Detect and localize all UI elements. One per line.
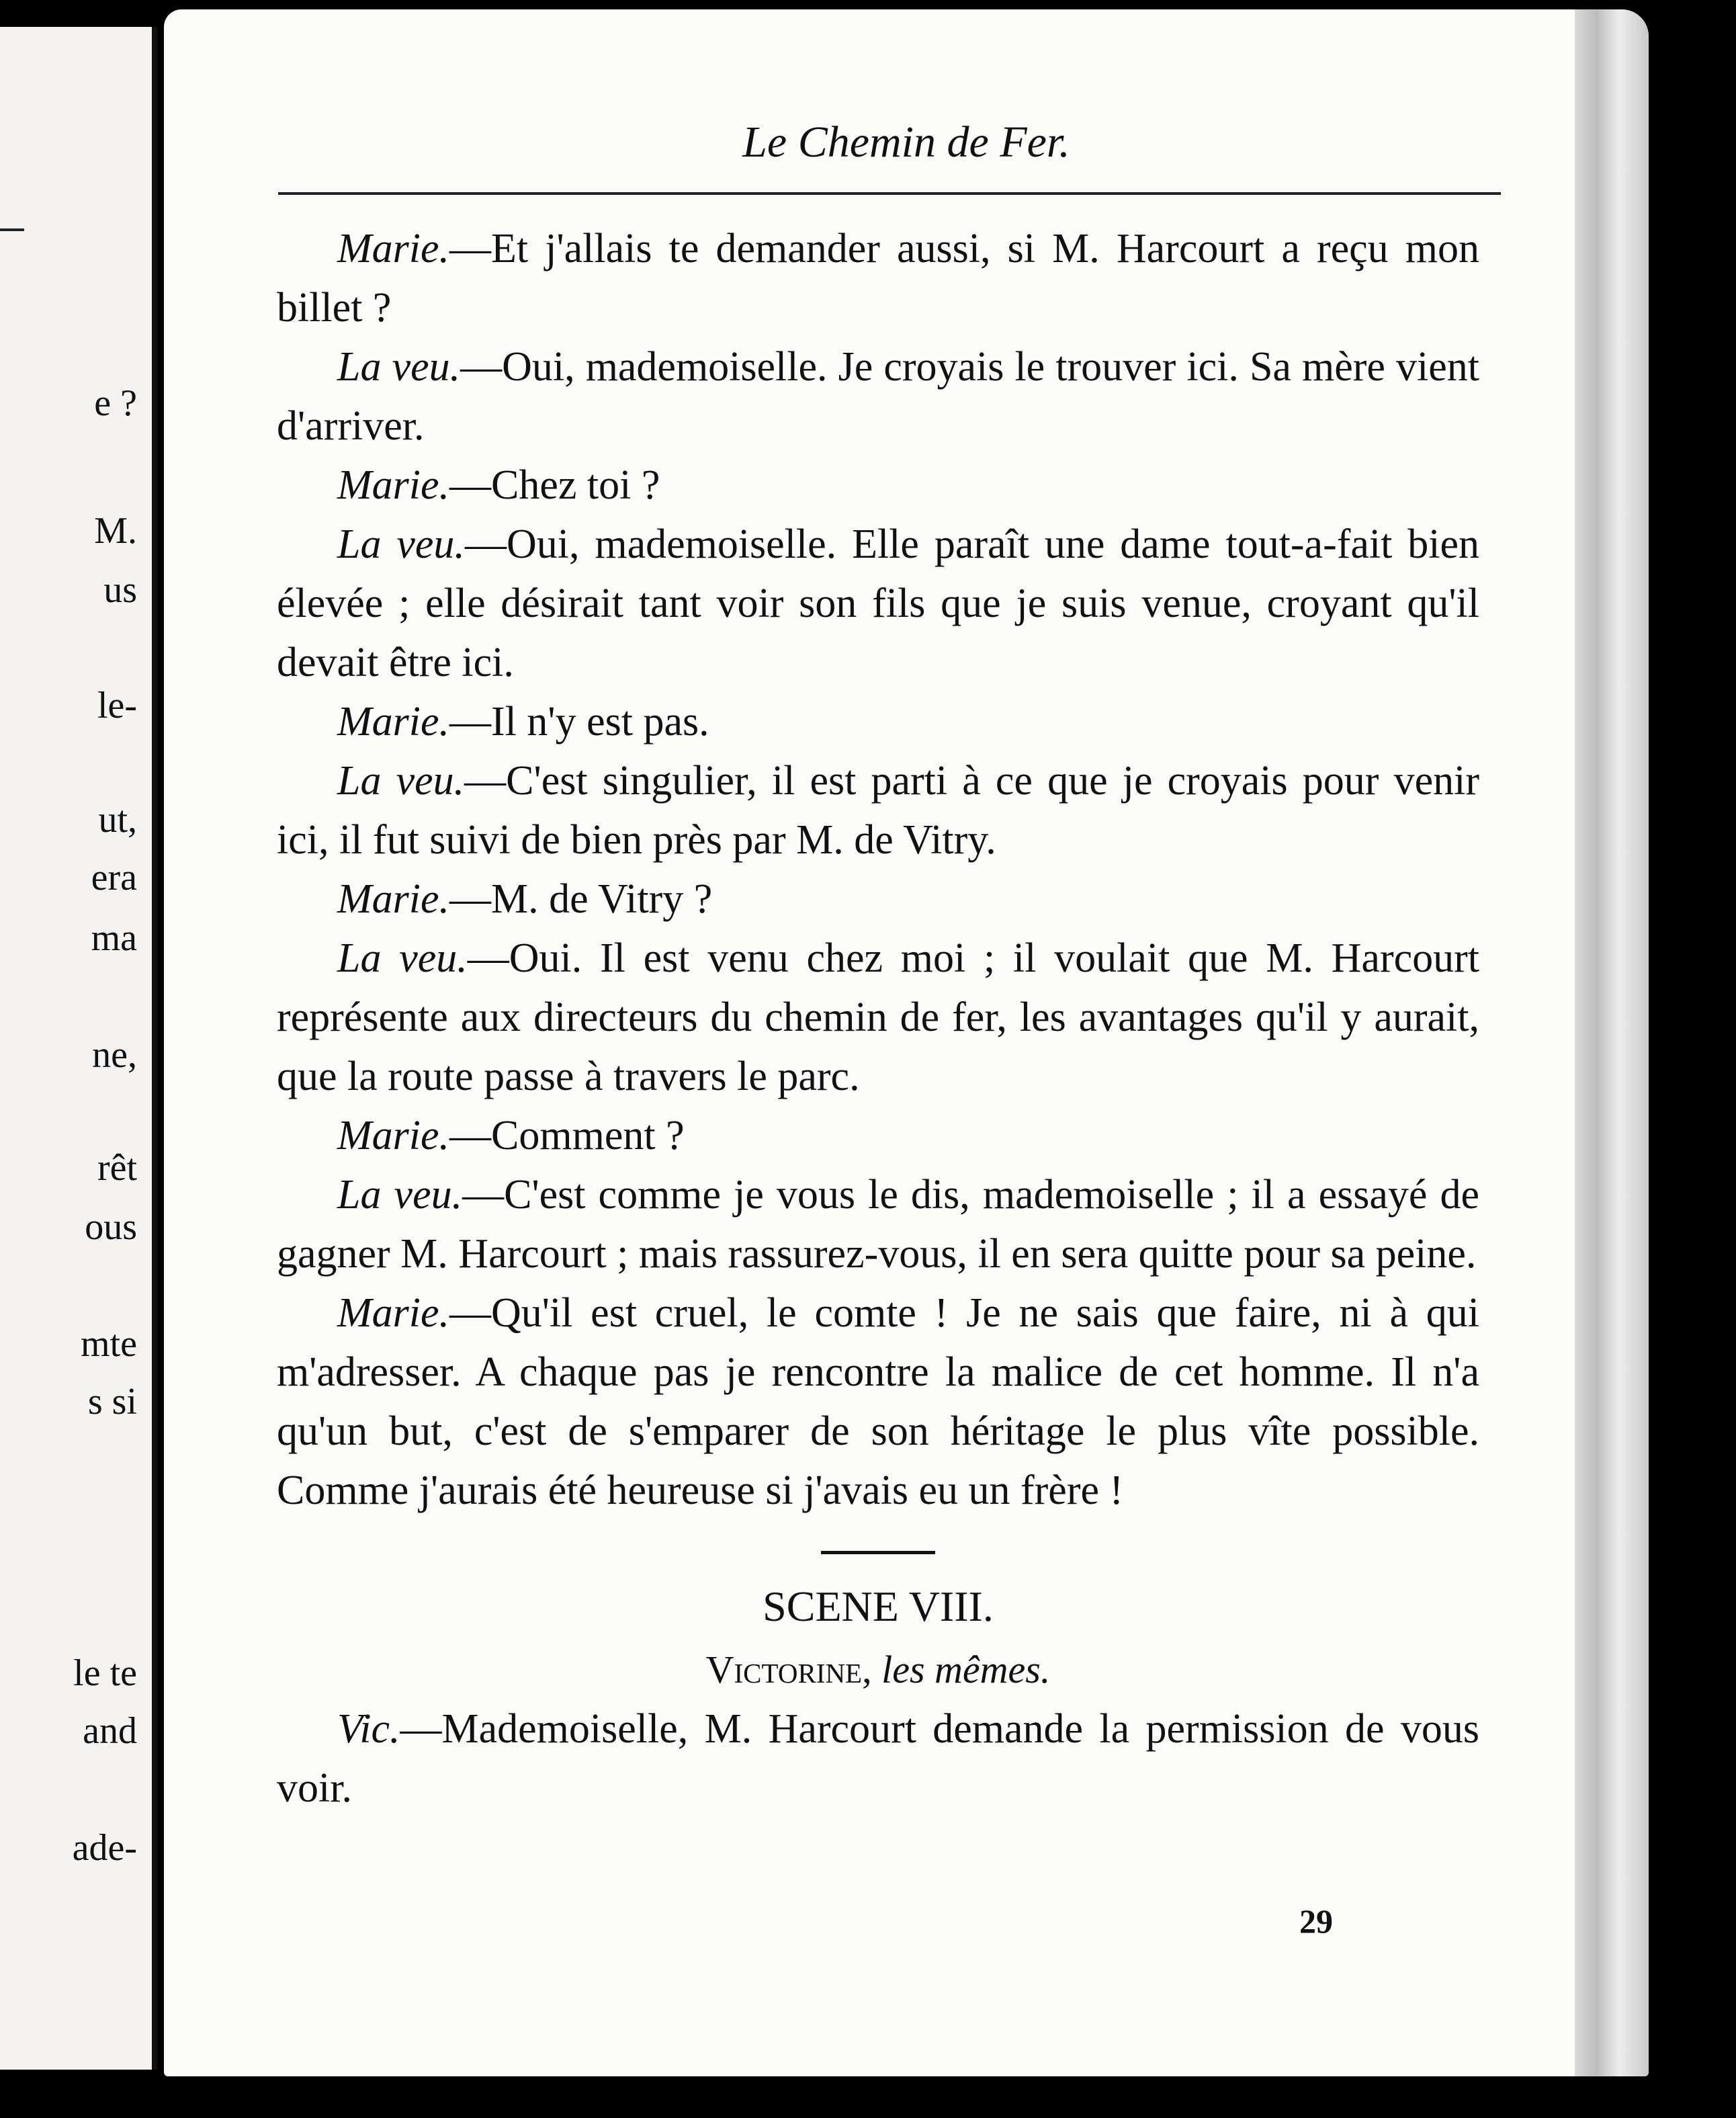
facing-fragment: ade- xyxy=(72,1827,137,1869)
facing-fragment: and xyxy=(83,1710,137,1752)
dialogue-text: —Chez toi ? xyxy=(449,462,660,508)
facing-fragment: s si xyxy=(87,1381,137,1423)
speaker-name: Vic. xyxy=(337,1706,400,1752)
dialogue-text: —C'est comme je vous le dis, mademoiselle ; il a essayé de gagner M. Harcourt ; mais rassurez-vous, il en sera quitte pour sa peine. xyxy=(277,1172,1479,1277)
facing-fragment: M. xyxy=(94,510,137,552)
speaker-name: Marie. xyxy=(337,699,450,745)
speaker-name: Marie. xyxy=(337,876,450,922)
dialogue-text: —Comment ? xyxy=(449,1113,685,1158)
speaker-name: Marie. xyxy=(337,1113,450,1158)
facing-fragment: ne, xyxy=(92,1034,137,1076)
speaker-name: La veu. xyxy=(337,1172,463,1218)
dialogue-paragraph xyxy=(277,1165,1479,1283)
speaker-name: Marie. xyxy=(337,462,450,508)
scene-others: les mêmes. xyxy=(881,1648,1051,1691)
facing-fragment: le te xyxy=(73,1652,137,1694)
facing-page-rule xyxy=(0,228,24,231)
dialogue-text: —M. de Vitry ? xyxy=(449,876,713,922)
dialogue-text: —Oui. Il est venu chez moi ; il voulait que M. Harcourt représente aux directeurs du chemin de fer, les avantages qu'il y aurait, que la route passe à travers le parc. xyxy=(277,935,1479,1099)
dialogue-paragraph xyxy=(277,219,1479,337)
dialogue-text: —Oui, mademoiselle. Elle paraît une dame tout-a-fait bien élevée ; elle désirait tant voir son fils que je suis venue, croyant qu'il devait être ici. xyxy=(277,521,1479,685)
speaker-name: Marie. xyxy=(337,226,450,271)
header-rule xyxy=(278,192,1501,195)
facing-fragment: us xyxy=(103,569,137,611)
dialogue-paragraph xyxy=(277,1106,1479,1165)
speaker-name: Marie. xyxy=(337,1290,450,1336)
facing-page xyxy=(0,27,157,2070)
section-divider xyxy=(821,1551,935,1554)
dialogue-paragraph xyxy=(277,929,1479,1106)
facing-fragment: le- xyxy=(97,685,137,726)
dialogue-text: —C'est singulier, il est parti à ce que je croyais pour venir ici, il fut suivi de bien près par M. de Vitry. xyxy=(277,758,1479,863)
dialogue-paragraph xyxy=(277,1283,1479,1520)
scene-characters xyxy=(277,1640,1479,1699)
dialogue-text: —Il n'y est pas. xyxy=(449,699,709,745)
dialogue-paragraph xyxy=(277,692,1479,751)
scene-title: SCENE VIII. xyxy=(763,1582,994,1630)
dialogue-paragraph xyxy=(277,456,1479,515)
scene-character: Victorine, xyxy=(705,1648,872,1691)
facing-fragment: ut, xyxy=(98,799,137,841)
dialogue-text: —Et j'allais te demander aussi, si M. Harcourt a reçu mon billet ? xyxy=(277,226,1479,331)
book-page xyxy=(164,9,1649,2076)
dialogue-text: —Oui, mademoiselle. Je croyais le trouver ici. Sa mère vient d'arriver. xyxy=(277,344,1479,449)
dialogue-paragraph xyxy=(277,751,1479,870)
dialogue-paragraph xyxy=(277,1699,1479,1818)
dialogue-text: —Mademoiselle, M. Harcourt demande la permission de vous voir. xyxy=(277,1706,1479,1811)
page-number: 29 xyxy=(1299,1902,1333,1940)
facing-fragment: era xyxy=(91,857,137,898)
facing-fragment: mte xyxy=(81,1323,137,1365)
speaker-name: La veu. xyxy=(337,758,465,804)
page-edge xyxy=(1575,9,1649,2076)
dialogue-paragraph xyxy=(277,870,1479,929)
speaker-name: La veu. xyxy=(337,344,461,390)
speaker-name: La veu. xyxy=(337,935,468,981)
dialogue-paragraph xyxy=(277,515,1479,692)
dialogue-text: —Qu'il est cruel, le comte ! Je ne sais que faire, ni à qui m'adresser. A chaque pas je rencontre la malice de cet homme. Il n'a qu'un but, c'est de s'emparer de son héritage le plus vîte possible. Comme j'aurais été heureuse si j'avais eu un frère ! xyxy=(277,1290,1479,1513)
facing-fragment: e ? xyxy=(94,382,137,424)
speaker-name: La veu. xyxy=(337,521,465,567)
page-body xyxy=(277,219,1479,1818)
facing-fragment: rêt xyxy=(97,1147,137,1189)
facing-fragment: ous xyxy=(85,1206,137,1248)
dialogue-paragraph xyxy=(277,337,1479,456)
running-header: Le Chemin de Fer. xyxy=(742,118,1070,167)
facing-fragment: ma xyxy=(91,917,137,959)
